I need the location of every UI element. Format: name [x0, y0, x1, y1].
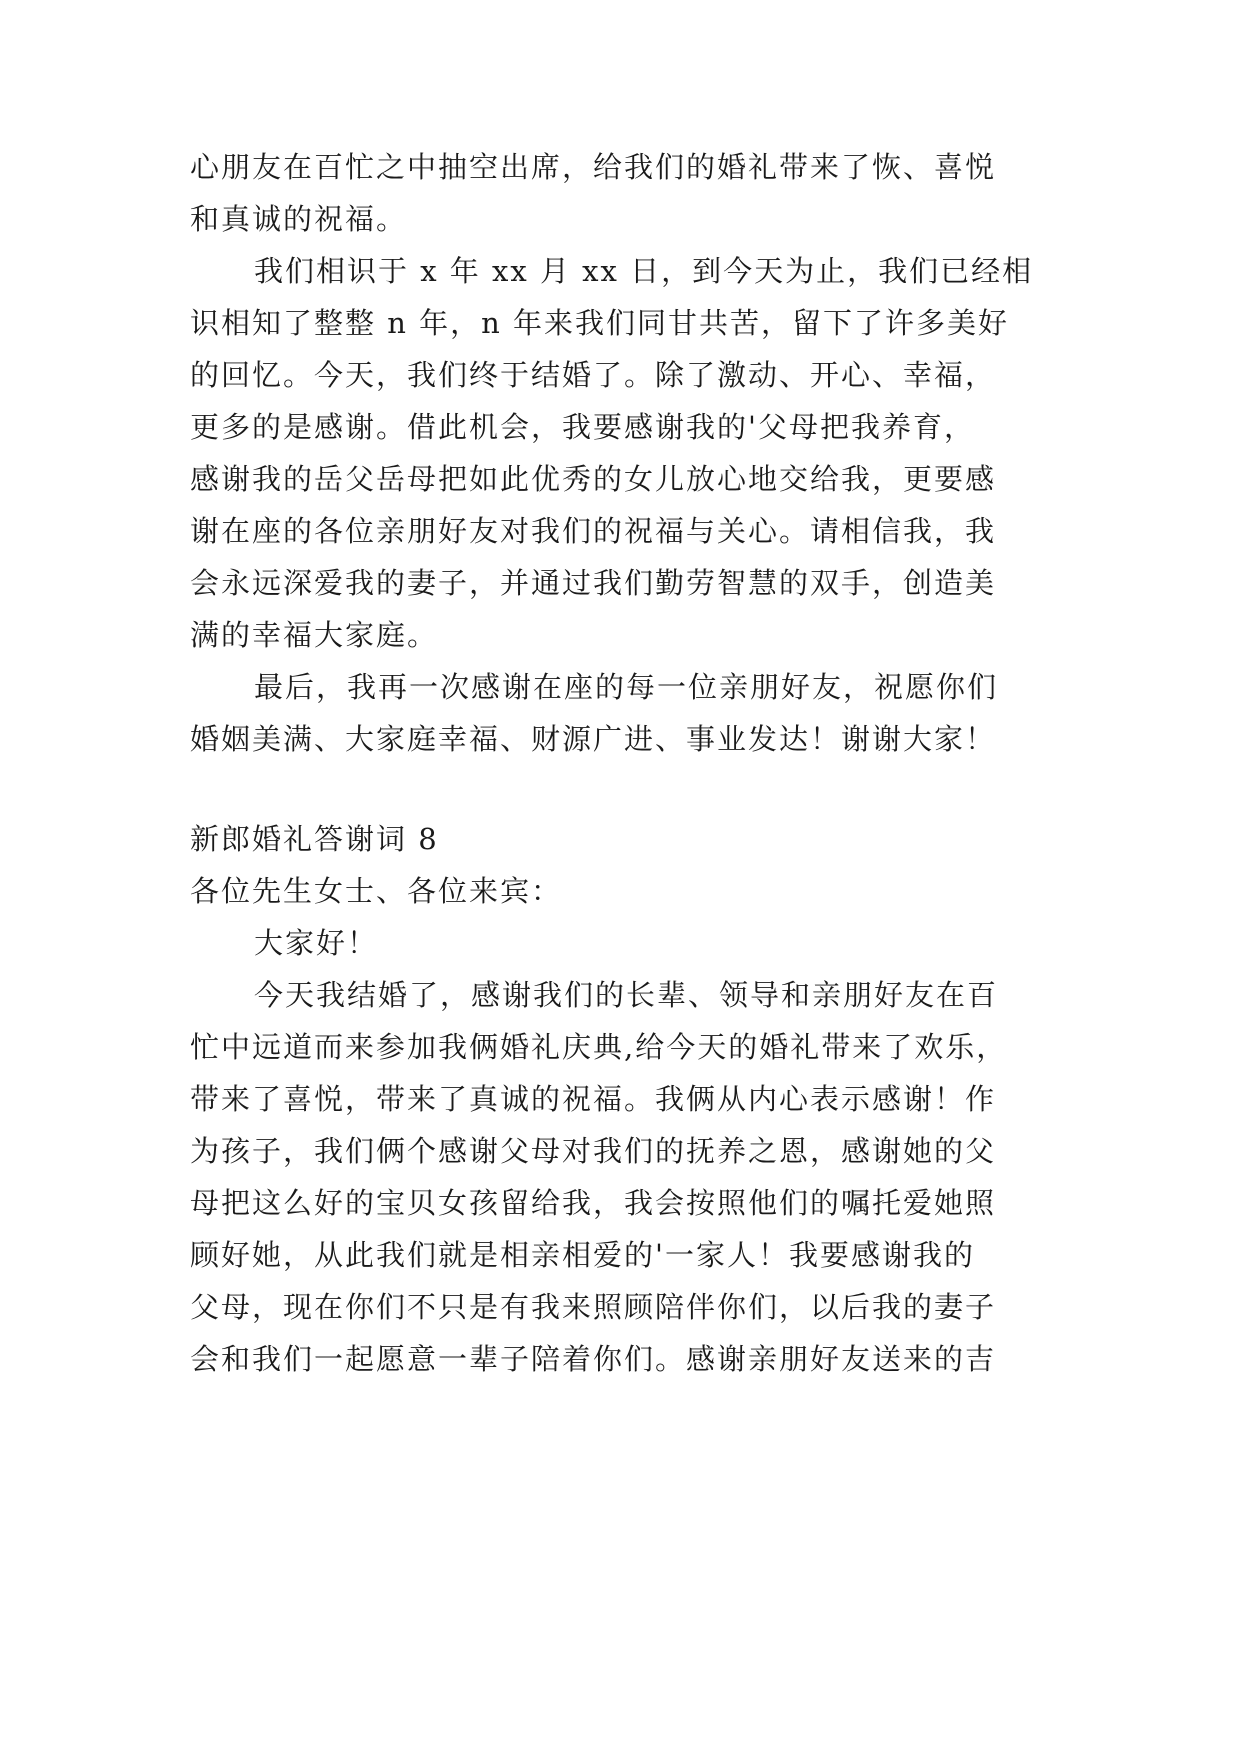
- paragraph-line: 满的幸福大家庭。: [190, 618, 439, 652]
- paragraph-line: 最后，我再一次感谢在座的每一位亲朋好友，祝愿你们: [254, 670, 999, 704]
- paragraph-line: 带来了喜悦，带来了真诚的祝福。我俩从内心表示感谢！作: [190, 1082, 997, 1116]
- salutation: 各位先生女士、各位来宾：: [190, 874, 563, 908]
- paragraph-line: 会和我们一起愿意一辈子陪着你们。感谢亲朋好友送来的吉: [190, 1342, 997, 1376]
- paragraph-line: 顾好她，从此我们就是相亲相爱的'一家人！我要感谢我的: [190, 1238, 975, 1272]
- greeting: 大家好！: [254, 926, 379, 960]
- paragraph-line: 今天我结婚了，感谢我们的长辈、领导和亲朋好友在百: [254, 978, 999, 1012]
- paragraph-line: 和真诚的祝福。: [190, 202, 408, 236]
- paragraph-line: 我们相识于 x 年 xx 月 xx 日，到今天为止，我们已经相: [254, 254, 1034, 288]
- paragraph-line: 忙中远道而来参加我俩婚礼庆典,给今天的婚礼带来了欢乐，: [190, 1030, 1008, 1064]
- paragraph-line: 婚姻美满、大家庭幸福、财源广进、事业发达！谢谢大家！: [190, 722, 997, 756]
- paragraph-line: 心朋友在百忙之中抽空出席，给我们的婚礼带来了恢、喜悦: [190, 150, 997, 184]
- paragraph-line: 更多的是感谢。借此机会，我要感谢我的'父母把我养育，: [190, 410, 975, 444]
- paragraph-line: 感谢我的岳父岳母把如此优秀的女儿放心地交给我，更要感: [190, 462, 997, 496]
- paragraph-line: 的回忆。今天，我们终于结婚了。除了激动、开心、幸福，: [190, 358, 997, 392]
- paragraph-line: 谢在座的各位亲朋好友对我们的祝福与关心。请相信我，我: [190, 514, 997, 548]
- paragraph-line: 母把这么好的宝贝女孩留给我，我会按照他们的嘱托爱她照: [190, 1186, 997, 1220]
- paragraph-line: 为孩子，我们俩个感谢父母对我们的抚养之恩，感谢她的父: [190, 1134, 997, 1168]
- paragraph-line: 会永远深爱我的妻子，并通过我们勤劳智慧的双手，创造美: [190, 566, 997, 600]
- paragraph-line: 父母，现在你们不只是有我来照顾陪伴你们，以后我的妻子: [190, 1290, 997, 1324]
- section-title: 新郎婚礼答谢词 8: [190, 822, 439, 856]
- paragraph-line: 识相知了整整 n 年，n 年来我们同甘共苦，留下了许多美好: [190, 306, 1010, 340]
